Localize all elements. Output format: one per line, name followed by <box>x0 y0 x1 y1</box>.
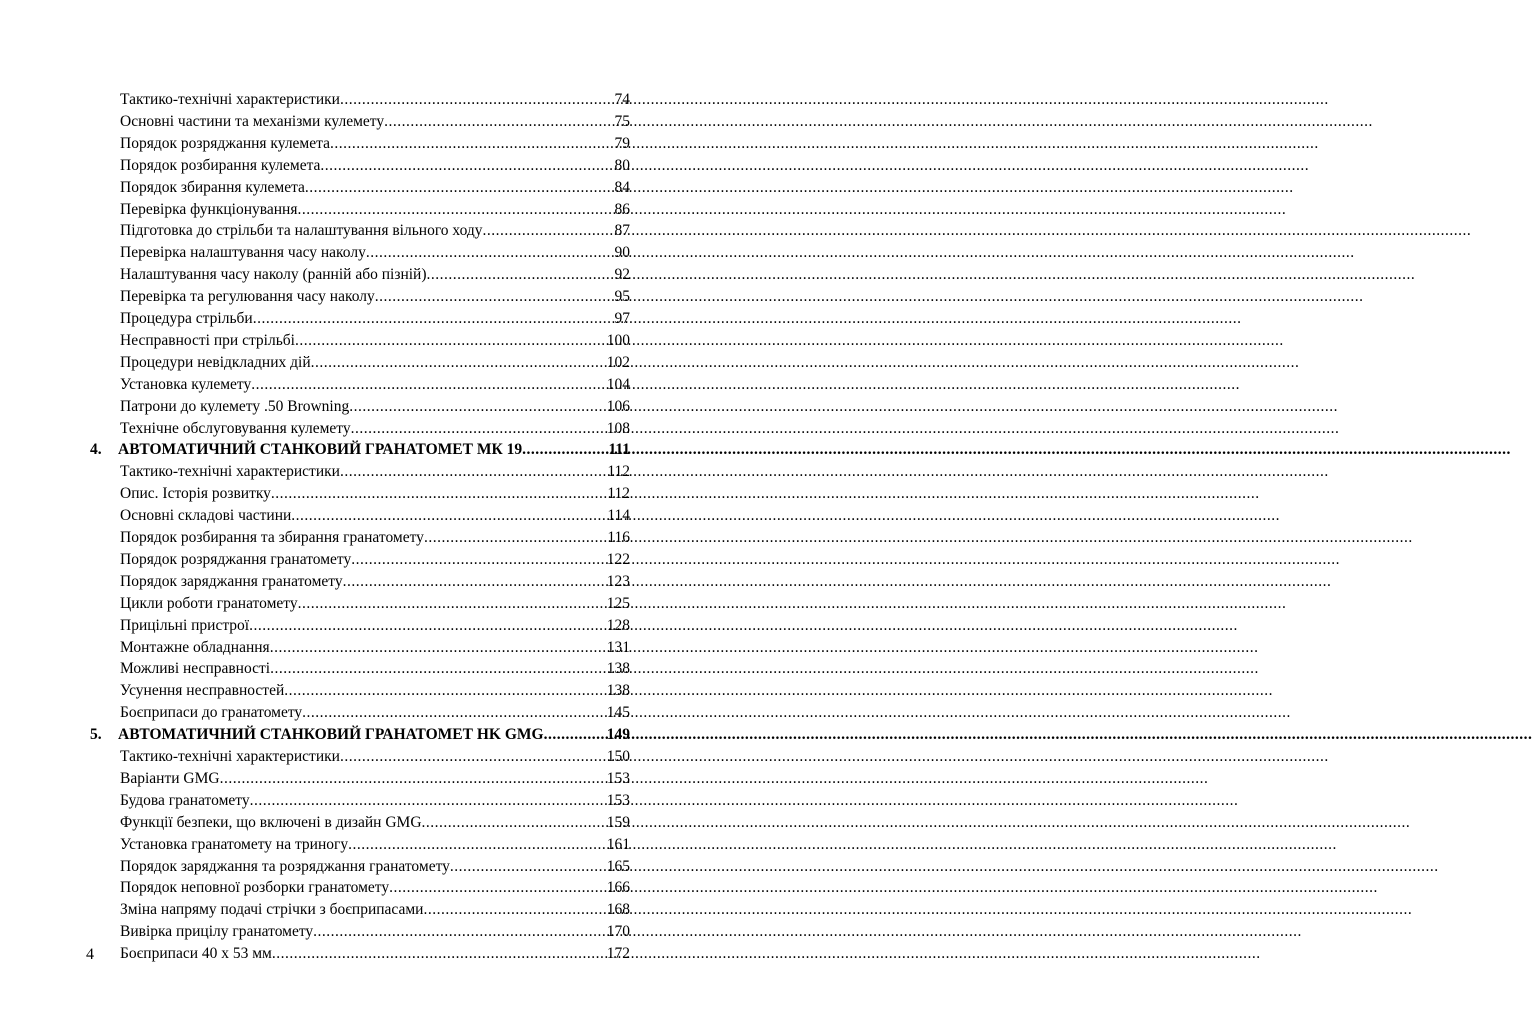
toc-row <box>120 396 630 418</box>
toc-page-number: 84 <box>614 178 630 196</box>
toc-row <box>120 593 630 615</box>
toc-row <box>120 374 630 396</box>
toc-page-number: 100 <box>606 331 630 349</box>
toc-page-number: 145 <box>606 704 630 722</box>
toc-page-number: 168 <box>606 901 630 919</box>
toc-page-number: 159 <box>606 813 630 831</box>
toc-chapter-title: АВТОМАТИЧНИЙ СТАНКОВИЙ ГРАНАТОМЕТ МК 19 <box>118 441 523 459</box>
toc-entry-title: Процедури невідкладних дій <box>120 353 311 371</box>
toc-leader-dots <box>340 89 614 111</box>
toc-leader-dots <box>295 330 606 352</box>
toc-leader-dots <box>424 527 606 549</box>
toc-entry-title: Зміна напряму подачі стрічки з боєприпасами <box>120 901 424 919</box>
toc-row <box>120 680 630 702</box>
toc-page-number: 123 <box>606 572 630 590</box>
toc-page-number: 153 <box>606 791 630 809</box>
toc-row <box>120 199 630 221</box>
toc-row <box>120 352 630 374</box>
toc-page-number: 150 <box>606 748 630 765</box>
toc-row <box>120 133 630 155</box>
toc-entry-title: Тактико-технічні характеристики <box>120 91 340 108</box>
toc-entry-title: Налаштування часу наколу (ранній або пізній) <box>120 266 427 284</box>
toc-leader-dots <box>253 308 614 330</box>
toc-page-number: 74 <box>614 91 630 108</box>
toc-leader-dots <box>302 702 606 724</box>
toc-entry-title: Технічне обслуговування кулемету <box>120 419 351 437</box>
toc-row <box>120 615 630 637</box>
toc-page-number: 95 <box>614 288 630 306</box>
toc-entry-title: Можливі несправності <box>120 660 271 678</box>
toc-row <box>120 768 630 790</box>
toc-row <box>120 220 630 242</box>
toc-row <box>120 571 630 593</box>
toc-row <box>120 834 630 856</box>
toc-entry-title: Порядок неповної розборки гранатомету <box>120 879 390 897</box>
toc-row <box>120 549 630 571</box>
toc-leader-dots <box>220 768 606 790</box>
toc-row <box>120 330 630 352</box>
toc-entry-title: Боєприпаси до гранатомету <box>120 704 303 722</box>
toc-row <box>120 264 630 286</box>
toc-page-number: 102 <box>606 353 630 371</box>
toc-leader-dots <box>284 680 606 702</box>
toc-page-number: 125 <box>606 594 630 612</box>
toc-entry-title: Прицільні пристрої <box>120 616 250 634</box>
toc-page-number: 114 <box>607 507 630 525</box>
toc-entry-title: Основні складові частини <box>120 507 292 525</box>
toc-leader-dots <box>340 746 606 768</box>
toc-leader-dots <box>272 943 606 965</box>
toc-entry-title: Усунення несправностей <box>120 682 285 700</box>
toc-entry-title: Порядок розряджання гранатомету <box>120 550 352 568</box>
toc-leader-dots <box>389 877 606 899</box>
toc-leader-dots <box>422 812 606 834</box>
toc-page-number: 161 <box>606 835 630 853</box>
toc-page-number: 86 <box>614 200 630 218</box>
toc-entry-title: Установка кулемету <box>120 375 252 393</box>
toc-entry-title: Опис. Історія розвитку <box>120 485 271 503</box>
toc-page-number: 122 <box>606 550 630 568</box>
toc-page-number: 97 <box>614 310 630 327</box>
toc-leader-dots <box>340 461 606 483</box>
toc-entry-title: Порядок розряджання кулемета <box>120 134 330 152</box>
toc-page-number: 92 <box>614 266 630 284</box>
toc-row <box>120 461 630 483</box>
toc-page-number: 75 <box>614 112 630 130</box>
toc-entry-title: Несправності при стрільбі <box>120 331 295 349</box>
toc-row <box>120 286 630 308</box>
toc-entry-title: Варіанти GMG <box>120 769 220 787</box>
toc-page-number: 131 <box>606 638 630 656</box>
toc-leader-dots <box>330 133 614 155</box>
toc-row <box>120 746 630 768</box>
toc-page-number: 80 <box>614 156 630 174</box>
toc-entry-title: Тактико-технічні характеристики <box>120 463 340 481</box>
toc-leader-dots <box>305 177 614 199</box>
toc-leader-dots <box>366 242 614 264</box>
toc-row <box>120 658 630 680</box>
toc-leader-dots <box>522 439 607 461</box>
toc-leader-dots <box>313 921 606 943</box>
toc-entry-title: Порядок заряджання та розряджання гранатомету <box>120 857 450 875</box>
toc-row <box>120 111 630 133</box>
toc-row <box>120 155 630 177</box>
toc-row <box>120 921 630 943</box>
toc-entry-title: Порядок заряджання гранатомету <box>120 572 343 590</box>
toc-leader-dots <box>351 418 606 440</box>
toc-leader-dots <box>351 549 606 571</box>
toc-chapter-number: 5. <box>90 726 102 744</box>
toc-leader-dots <box>348 834 606 856</box>
toc-row <box>120 177 630 199</box>
toc-page-number: 165 <box>606 857 630 875</box>
toc-page-number: 138 <box>606 682 630 700</box>
toc-leader-dots <box>271 483 606 505</box>
toc-entry-title: Функції безпеки, що включені в дизайн GMG <box>120 813 422 831</box>
toc-chapter-row <box>90 439 630 461</box>
toc-leader-dots <box>249 615 606 637</box>
toc-page-number: 87 <box>614 222 630 240</box>
toc-leader-dots <box>343 571 606 593</box>
toc-entry-title: Будова гранатомету <box>120 791 250 809</box>
toc-page-number: 138 <box>606 660 630 678</box>
toc-page-number: 166 <box>606 879 630 897</box>
toc-leader-dots <box>375 286 614 308</box>
toc-entry-title: Вивірка прицілу гранатомету <box>120 923 314 941</box>
toc-page-number: 106 <box>606 397 630 415</box>
toc-entry-title: Підготовка до стрільби та налаштування вільного ходу <box>120 222 483 240</box>
toc-entry-title: Тактико-технічні характеристики <box>120 748 340 765</box>
toc-leader-dots <box>320 155 613 177</box>
toc-row <box>120 505 630 527</box>
toc-leader-dots <box>483 220 614 242</box>
toc-page-number: 172 <box>606 945 630 963</box>
toc-leader-dots <box>298 593 606 615</box>
toc-page-number: 116 <box>607 529 630 546</box>
toc-entry-title: Перевірка налаштування часу наколу <box>120 244 366 262</box>
toc-leader-dots <box>251 374 605 396</box>
toc-row <box>120 308 630 330</box>
toc-page-number: 90 <box>614 244 630 262</box>
toc-page-number: 111 <box>608 441 630 459</box>
toc-leader-dots <box>423 899 605 921</box>
toc-leader-dots <box>544 724 606 746</box>
toc-chapter-row <box>90 724 630 746</box>
toc-page-number: 149 <box>606 726 630 744</box>
toc-entry-title: Патрони до кулемету .50 Browning <box>120 397 350 415</box>
toc-leader-dots <box>349 396 606 418</box>
toc-row <box>120 943 630 965</box>
toc-page-number: 112 <box>607 485 630 503</box>
toc-leader-dots <box>297 199 613 221</box>
toc-chapter-number: 4. <box>90 441 102 459</box>
toc-page-number: 128 <box>606 616 630 634</box>
toc-entry-title: Боєприпаси 40 х 53 мм <box>120 945 272 963</box>
toc-entry-title: Порядок збирання кулемета <box>120 178 305 196</box>
toc-row <box>120 242 630 264</box>
toc-page-number: 153 <box>606 769 630 787</box>
toc-entry-title: Перевірка та регулювання часу наколу <box>120 288 375 306</box>
toc-leader-dots <box>427 264 614 286</box>
toc-row <box>120 527 630 549</box>
toc-chapter-title: АВТОМАТИЧНИЙ СТАНКОВИЙ ГРАНАТОМЕТ HK GMG <box>118 726 544 744</box>
toc-leader-dots <box>270 658 606 680</box>
toc-page-number: 104 <box>606 375 630 393</box>
toc-leader-dots <box>270 637 606 659</box>
toc-entry-title: Цикли роботи гранатомету <box>120 594 298 612</box>
toc-page-number: 79 <box>614 134 630 152</box>
toc-page-number: 170 <box>606 923 630 941</box>
toc-row <box>120 89 630 111</box>
toc-row <box>120 637 630 659</box>
toc-leader-dots <box>250 790 606 812</box>
toc-page-number: 108 <box>606 419 630 437</box>
toc-page-number: 112 <box>607 463 630 481</box>
toc-leader-dots <box>291 505 606 527</box>
toc-leader-dots <box>384 111 613 133</box>
toc-entry-title: Процедура стрільби <box>120 310 253 327</box>
toc-row <box>120 877 630 899</box>
toc-row <box>120 812 630 834</box>
toc-entry-title: Перевірка функціонування <box>120 200 298 218</box>
toc-row <box>120 702 630 724</box>
toc-row <box>120 790 630 812</box>
toc-entry-title: Установка гранатомету на триногу <box>120 835 349 853</box>
toc-leader-dots <box>450 856 606 878</box>
toc-row <box>120 856 630 878</box>
toc-row <box>120 899 630 921</box>
toc-entry-title: Порядок розбирання та збирання гранатомету <box>120 529 424 546</box>
toc-entry-title: Монтажне обладнання <box>120 638 270 656</box>
toc-leader-dots <box>311 352 606 374</box>
page-number: 4 <box>86 946 94 963</box>
toc-row <box>120 483 630 505</box>
toc-row <box>120 418 630 440</box>
toc-entry-title: Порядок розбирання кулемета <box>120 156 321 174</box>
toc-entry-title: Основні частини та механізми кулемету <box>120 112 385 130</box>
